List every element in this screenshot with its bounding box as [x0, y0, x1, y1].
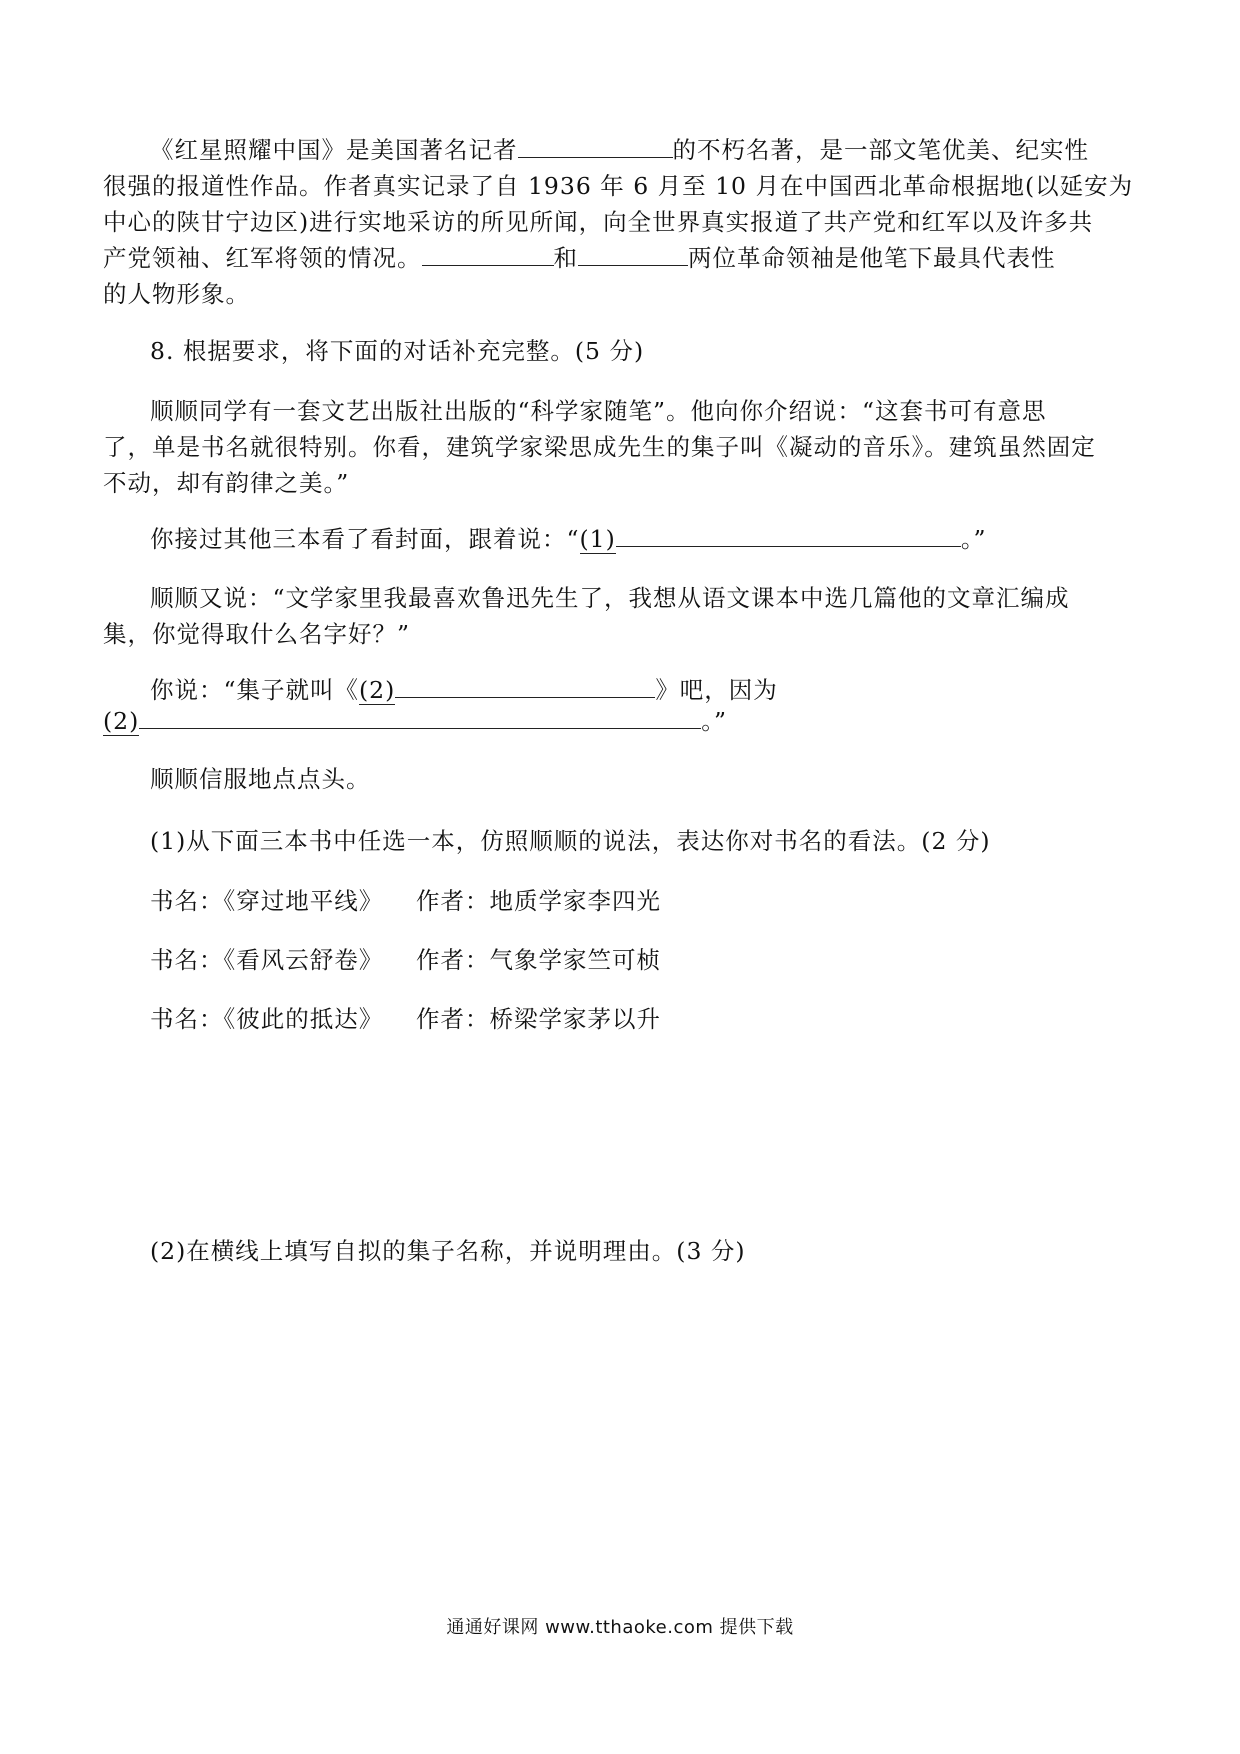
- q8-sub1: (1)从下面三本书中任选一本，仿照顺顺的说法，表达你对书名的看法。(2 分): [150, 827, 991, 855]
- text: 的不朽名著，是一部文笔优美、纪实性: [672, 136, 1089, 164]
- answer-blank-reason[interactable]: [139, 706, 701, 729]
- q8-para4: [150, 675, 778, 705]
- q8-para3-line1: 顺顺又说：“文学家里我最喜欢鲁迅先生了，我想从语文课本中选几篇他的文章汇编成: [150, 584, 1070, 612]
- para7-line2: 很强的报道性作品。作者真实记录了自 1936 年 6 月至 10 月在中国西北革命根据地(以延安为: [103, 172, 1134, 200]
- q8-sub2: (2)在横线上填写自拟的集子名称，并说明理由。(3 分): [150, 1237, 746, 1265]
- para7-line5: 的人物形象。: [103, 280, 250, 308]
- answer-blank-leader1[interactable]: [422, 243, 554, 266]
- text: 产党领袖、红军将领的情况。: [103, 244, 422, 272]
- q8-para6: 顺顺信服地点点头。: [150, 765, 371, 793]
- q8-para2: [150, 524, 987, 554]
- book-author-1: 作者：地质学家李四光: [416, 887, 661, 915]
- q8-para1-line1: 顺顺同学有一套文艺出版社出版的“科学家随笔”。他向你介绍说：“这套书可有意思: [150, 397, 1047, 425]
- book-title-1: 书名：《穿过地平线》: [150, 887, 384, 915]
- para7-line4: [103, 243, 1056, 273]
- book-author-2: 作者：气象学家竺可桢: [416, 946, 661, 974]
- book-title-3: 书名：《彼此的抵达》: [150, 1005, 384, 1033]
- text: 两位革命领袖是他笔下最具代表性: [688, 244, 1056, 272]
- text: 。”: [960, 525, 987, 553]
- book-author-3: 作者：桥梁学家茅以升: [416, 1005, 661, 1033]
- answer-blank-collection-name[interactable]: [395, 675, 655, 698]
- book-title-2: 书名：《看风云舒卷》: [150, 946, 384, 974]
- footer-watermark: 通通好课网 www.tthaoke.com 提供下载: [446, 1617, 794, 1638]
- answer-blank-leader2[interactable]: [578, 243, 688, 266]
- para7-line1: [150, 135, 1089, 165]
- text: 你接过其他三本看了看封面，跟着说：“: [150, 525, 580, 553]
- q8-para3-line2: 集，你觉得取什么名字好？”: [103, 620, 411, 648]
- para7-line3: 中心的陕甘宁边区)进行实地采访的所见所闻，向全世界真实报道了共产党和红军以及许多共: [103, 208, 1094, 236]
- text: 和: [553, 244, 578, 272]
- q8-para1-line2: 了，单是书名就很特别。你看，建筑学家梁思成先生的集子叫《凝动的音乐》。建筑虽然固定: [103, 433, 1096, 461]
- text: 》吧，因为: [655, 676, 778, 704]
- q8-para1-line3: 不动，却有韵律之美。”: [103, 469, 350, 497]
- text: 《红星照耀中国》是美国著名记者: [150, 136, 518, 164]
- text: 。”: [701, 707, 728, 735]
- answer-space-2[interactable]: [103, 1290, 1133, 1590]
- answer-blank-1[interactable]: [616, 524, 961, 547]
- blank-marker: (1): [579, 525, 616, 553]
- blank-marker: (2): [103, 707, 140, 735]
- question-8-title: 8. 根据要求，将下面的对话补充完整。(5 分): [150, 337, 645, 365]
- blank-marker: (2): [359, 676, 396, 704]
- answer-blank-author[interactable]: [518, 135, 673, 158]
- text: 你说：“集子就叫《: [150, 676, 360, 704]
- answer-space-1[interactable]: [103, 1050, 1133, 1220]
- q8-para5: [103, 706, 727, 736]
